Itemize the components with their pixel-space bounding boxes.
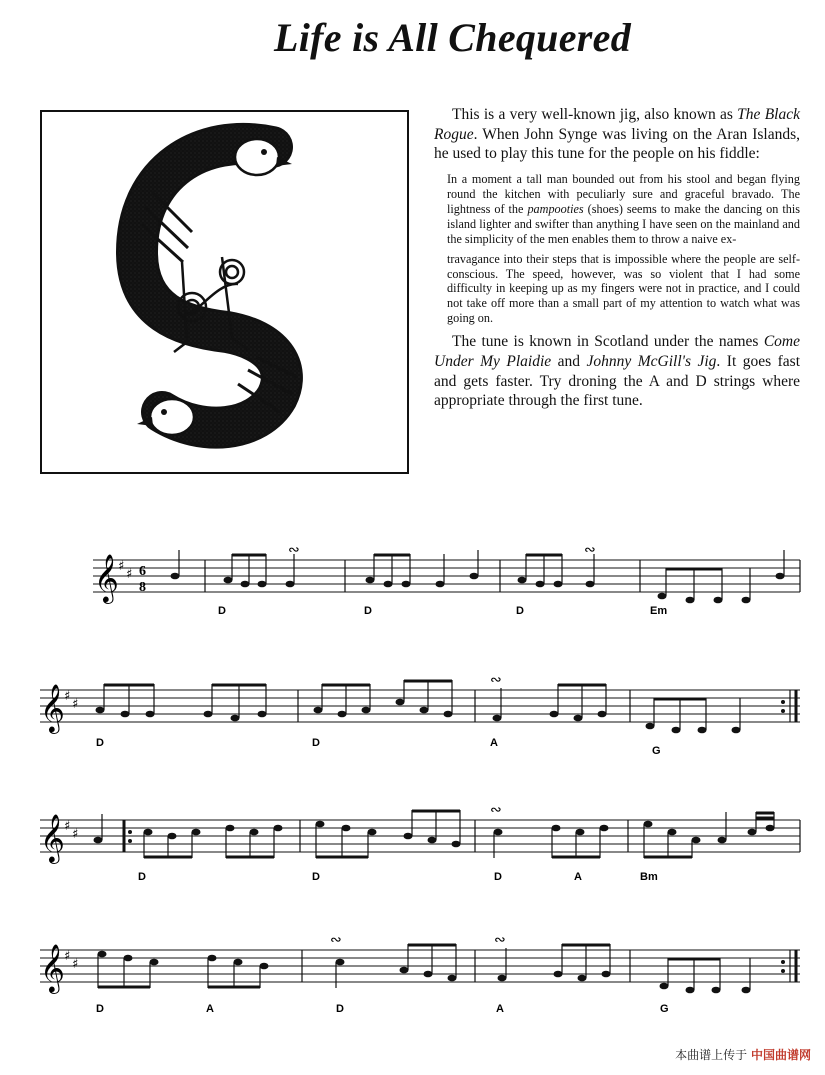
time-sig-top: 6 — [139, 564, 146, 579]
key-sharp-1: ♯ — [64, 819, 71, 834]
music-staff-row-4 — [0, 930, 825, 1040]
turn-ornament-icon: ∾ — [490, 802, 502, 818]
treble-clef-icon: 𝄞 — [94, 553, 119, 602]
key-sharp-2: ♯ — [72, 827, 79, 842]
key-sharp-1: ♯ — [64, 949, 71, 964]
closing-paragraph — [434, 332, 800, 411]
celtic-bird-illustration — [42, 112, 407, 472]
chord-label: D — [96, 1003, 104, 1015]
key-sharp-1: ♯ — [64, 689, 71, 704]
chord-label: Em — [650, 605, 668, 617]
staff-svg-1 — [0, 540, 825, 650]
turn-ornament-icon: ∾ — [330, 932, 342, 948]
time-sig-bottom: 8 — [139, 580, 146, 595]
music-staff-row-2 — [0, 670, 825, 780]
footer-brand: 中国曲谱网 — [750, 1048, 811, 1062]
closing-text-end: . It goes fast and gets faster. Try droning the A and D strings where appropriate through the first tune. — [434, 352, 801, 410]
scottish-name-1: Come Under My Plaidie — [434, 333, 800, 370]
chord-label: D — [96, 737, 104, 749]
treble-clef-icon: 𝄞 — [40, 943, 65, 992]
scottish-name-2: Johnny McGill's Jig — [586, 352, 717, 370]
description-column — [434, 105, 800, 411]
key-signature-sharps: ♯ — [118, 559, 125, 574]
turn-ornament-icon-2: ∾ — [584, 542, 596, 558]
turn-ornament-icon: ∾ — [288, 542, 300, 558]
staff-svg-2 — [0, 670, 825, 780]
intro-paragraph — [434, 105, 800, 164]
closing-text-start: The tune is known in Scotland under the names — [452, 333, 764, 351]
quote-pampooties: pampooties — [527, 201, 584, 216]
treble-clef-icon: 𝄞 — [40, 683, 65, 732]
synge-quote-part2: travagance into their steps that is impossible where the people are self-conscious. The speed, however, was so violent that I had some difficulty in keeping up as my fingers were not in practice, and I could not take off more than a small part of my attention to watch what was going on. — [447, 251, 800, 326]
turn-ornament-icon-2: ∾ — [494, 932, 506, 948]
alt-tune-name: The Black Rogue — [434, 106, 800, 143]
turn-ornament-icon: ∾ — [490, 672, 502, 688]
key-sharp-2: ♯ — [72, 957, 79, 972]
celtic-illustration-frame — [40, 110, 409, 474]
synge-quote-part1 — [447, 172, 800, 247]
chord-label: A — [574, 871, 582, 883]
footer-watermark — [675, 1046, 811, 1063]
staff-svg-3 — [0, 800, 825, 910]
quote-text-b: (shoes) seems to make the dancing on this island lighter and swifter than anything I have seen on the mainland and the simplicity of the men enables them to throw a naive ex- — [447, 201, 800, 246]
key-sharp-2: ♯ — [126, 567, 133, 582]
intro-text-end: . When John Synge was living on the Aran Islands, he used to play this tune for the people on his fiddle: — [434, 125, 800, 163]
music-staff-row-1 — [0, 540, 825, 650]
chord-label: D — [336, 1003, 344, 1015]
chord-label: D — [516, 605, 524, 617]
chord-label: D — [494, 871, 502, 883]
key-sharp-2: ♯ — [72, 697, 79, 712]
quote-text-a: In a moment a tall man bounded out from his stool and began flying round the kitchen with peculiarly sure and graceful bravado. The lightness of the — [447, 172, 800, 216]
chord-label: D — [312, 871, 320, 883]
chord-label: Bm — [640, 871, 658, 883]
chord-label: A — [496, 1003, 504, 1015]
treble-clef-icon: 𝄞 — [40, 813, 65, 862]
chord-label: D — [312, 737, 320, 749]
chord-label: A — [206, 1003, 214, 1015]
music-staff-row-3 — [0, 800, 825, 910]
chord-label: G — [652, 745, 661, 757]
chord-label: G — [660, 1003, 669, 1015]
intro-text-start: This is a very well-known jig, also known as — [452, 106, 738, 123]
chord-label: D — [218, 605, 226, 617]
closing-and: and — [551, 352, 587, 370]
staff-svg-4 — [0, 930, 825, 1040]
chord-label: D — [138, 871, 146, 883]
chord-label: A — [490, 737, 498, 749]
chord-label: D — [364, 605, 372, 617]
footer-prefix: 本曲谱上传于 — [675, 1048, 748, 1062]
page-title: Life is All Chequered — [273, 15, 632, 60]
